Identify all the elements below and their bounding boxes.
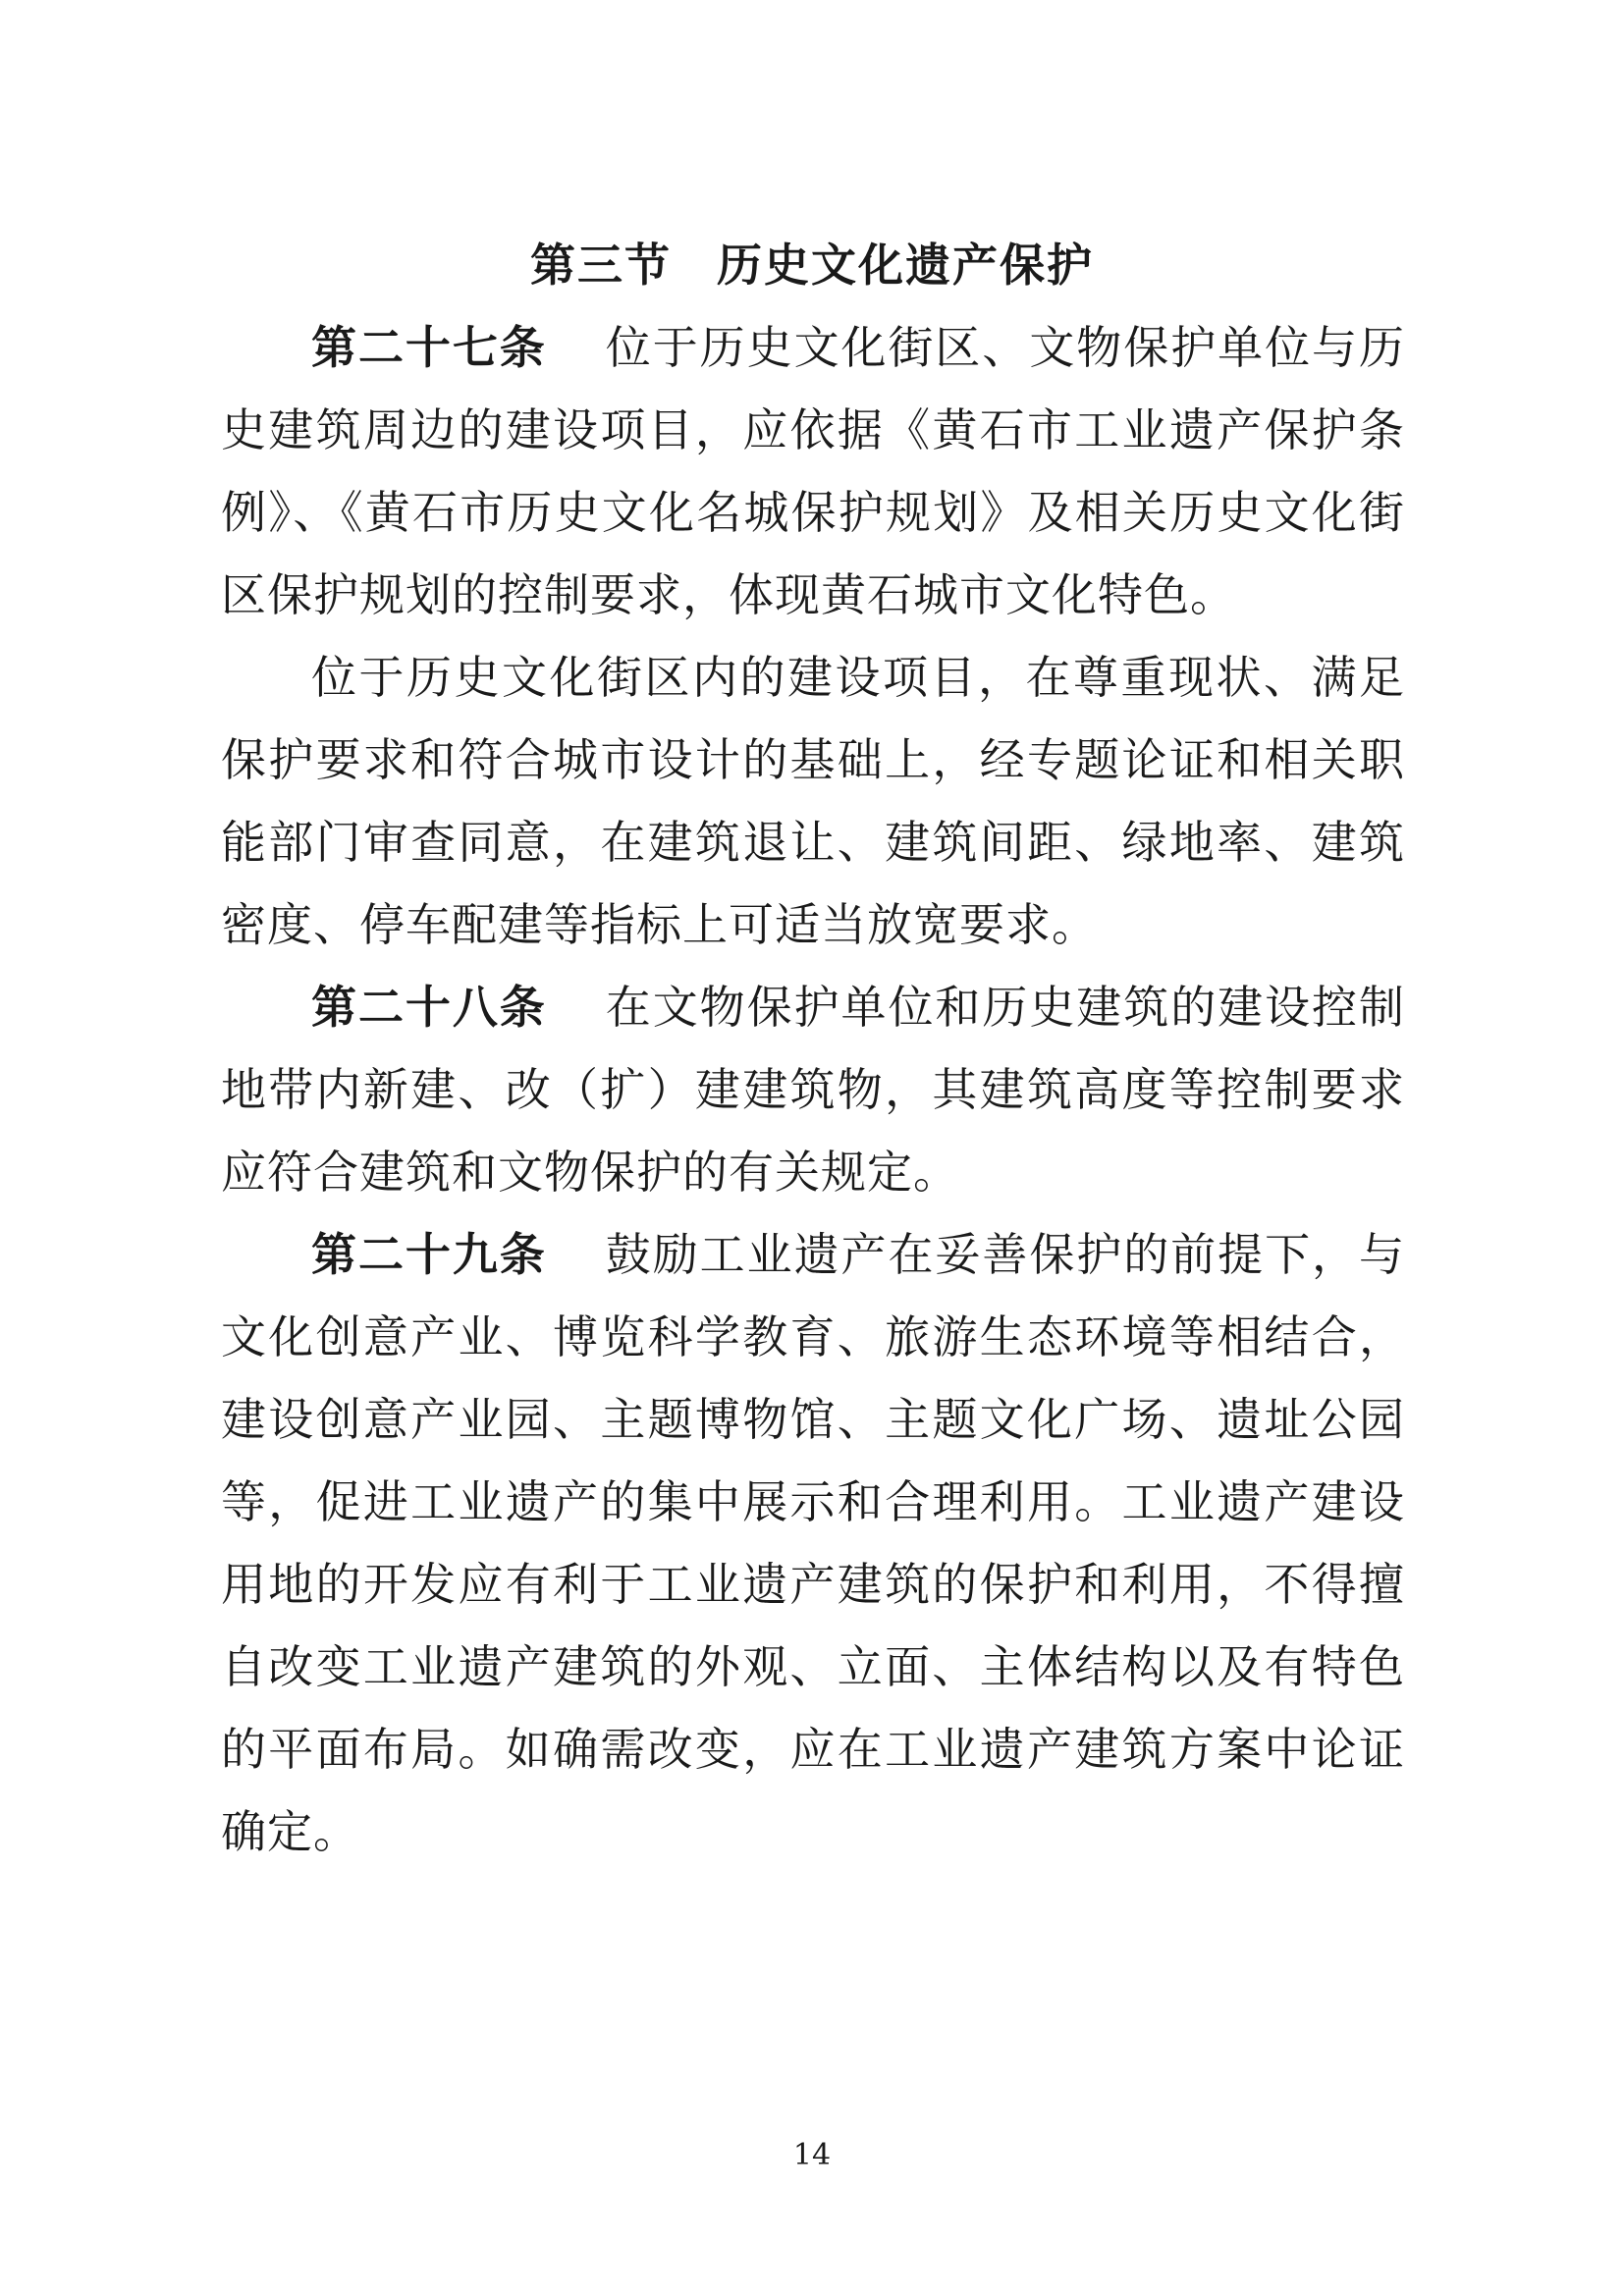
paragraph-text: 位于历史文化街区、文物保护单位与历史建筑周边的建设项目，应依据《黄石市工业遗产保护条例》、《黄石市历史文化名城保护规划》及相关历史文化街区保护规划的控制要求，体现黄石城市文化特色。 bbox=[221, 321, 1406, 621]
paragraph-article-27-continued bbox=[221, 636, 1405, 966]
article-number-27: 第二十七条 bbox=[311, 321, 547, 374]
body-text bbox=[221, 306, 1405, 1873]
paragraph-article-27 bbox=[221, 306, 1405, 636]
paragraph-text: 在文物保护单位和历史建筑的建设控制地带内新建、改（扩）建建筑物，其建筑高度等控制要求应符合建筑和文物保护的有关规定。 bbox=[221, 981, 1406, 1199]
paragraph-article-29 bbox=[221, 1213, 1405, 1873]
section-title-text: 历史文化遗产保护 bbox=[717, 239, 1094, 292]
paragraph-text: 鼓励工业遗产在妥善保护的前提下，与文化创意产业、博览科学教育、旅游生态环境等相结合，建设创意产业园、主题博物馆、主题文化广场、遗址公园等，促进工业遗产的集中展示和合理利用。工业遗产建设用地的开发应有利于工业遗产建筑的保护和利用，不得擅自改变工业遗产建筑的外观、立面、主体结构以及有特色的平面布局。如确需改变，应在工业遗产建筑方案中论证确定。 bbox=[221, 1228, 1406, 1858]
page-number: 14 bbox=[792, 2138, 832, 2172]
article-number-28: 第二十八条 bbox=[311, 981, 547, 1034]
article-number-29: 第二十九条 bbox=[311, 1228, 547, 1281]
paragraph-article-28 bbox=[221, 966, 1405, 1213]
paragraph-text: 位于历史文化街区内的建设项目，在尊重现状、满足保护要求和符合城市设计的基础上，经专题论证和相关职能部门审查同意，在建筑退让、建筑间距、绿地率、建筑密度、停车配建等指标上可适当放宽要求。 bbox=[221, 651, 1405, 951]
section-heading bbox=[0, 234, 1624, 296]
section-label: 第三节 bbox=[530, 239, 672, 292]
